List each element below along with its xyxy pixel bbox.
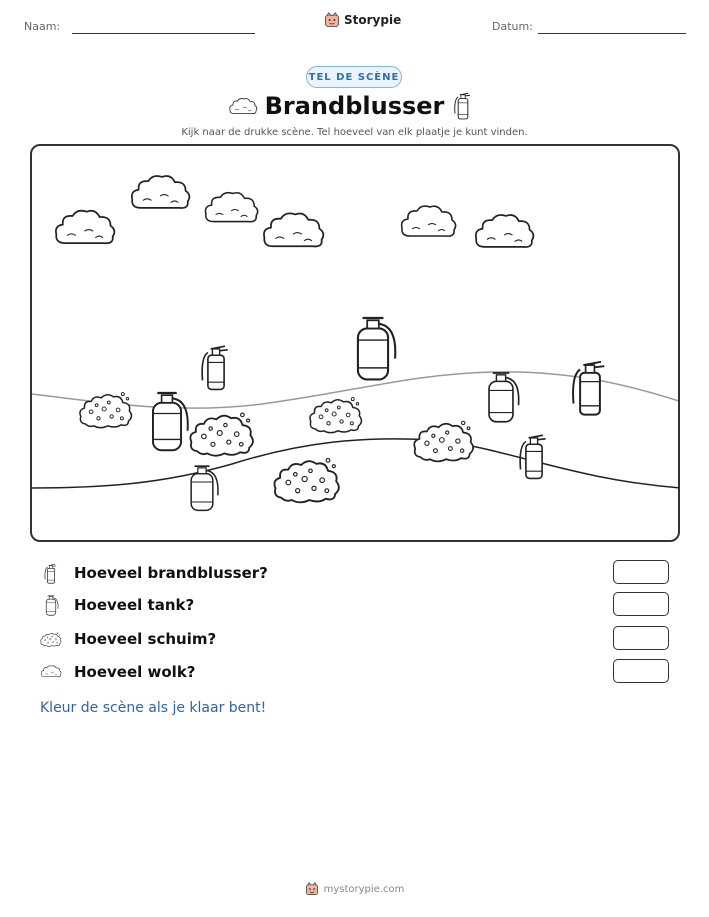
cloud-icon [205,193,257,222]
page-title [0,92,709,120]
answer-box[interactable] [613,626,669,650]
foam-icon [414,421,473,461]
scene-drawing [32,146,680,542]
cloud-icon [56,211,114,244]
foam-icon [80,393,131,428]
question-label: Hoeveel schuim? [74,630,217,648]
date-field[interactable] [538,33,686,34]
cloud-icon [264,213,323,246]
question-row [40,659,680,685]
foam-icon [310,398,361,433]
storypie-logo-icon [305,882,319,896]
question-label: Hoeveel brandblusser? [74,564,268,582]
brand-logo [324,12,401,28]
gas-tank-icon [489,373,519,422]
gas-tank-icon [358,318,395,379]
fire-extinguisher-icon [520,435,546,478]
page-title-text: Brandblusser [264,92,445,120]
cloud-icon [228,96,258,118]
date-label: Datum: [492,20,533,33]
question-row [40,560,680,586]
fire-extinguisher-icon [40,562,62,584]
badge: TEL DE SCÈNE [306,66,402,88]
hill-front-line [32,439,680,488]
instruction-text: Kleur de scène als je klaar bent! [40,700,267,716]
fire-extinguisher-icon [452,90,474,120]
answer-box[interactable] [613,592,669,616]
fire-extinguisher-icon [202,346,228,389]
foam-icon [190,413,253,456]
question-label: Hoeveel wolk? [74,663,196,681]
name-label: Naam: [24,20,61,33]
cloud-icon [402,206,456,236]
foam-icon [40,628,62,650]
storypie-logo-icon [324,12,340,28]
gas-tank-icon [40,594,62,616]
question-row [40,626,680,652]
cloud-icon [476,215,534,247]
footer-url: mystorypie.com [323,883,405,895]
counting-scene [30,144,680,542]
gas-tank-icon [153,393,188,450]
name-field[interactable] [72,33,255,34]
question-row [40,592,680,618]
answer-box[interactable] [613,560,669,584]
cloud-icon [132,176,190,208]
foam-icon [274,458,338,502]
cloud-icon [40,661,62,683]
subtitle: Kijk naar de drukke scène. Tel hoeveel van elk plaatje je kunt vinden. [181,127,528,138]
footer [0,882,709,896]
brand-name: Storypie [344,13,402,27]
question-label: Hoeveel tank? [74,596,195,614]
answer-box[interactable] [613,659,669,683]
fire-extinguisher-icon [573,362,604,415]
